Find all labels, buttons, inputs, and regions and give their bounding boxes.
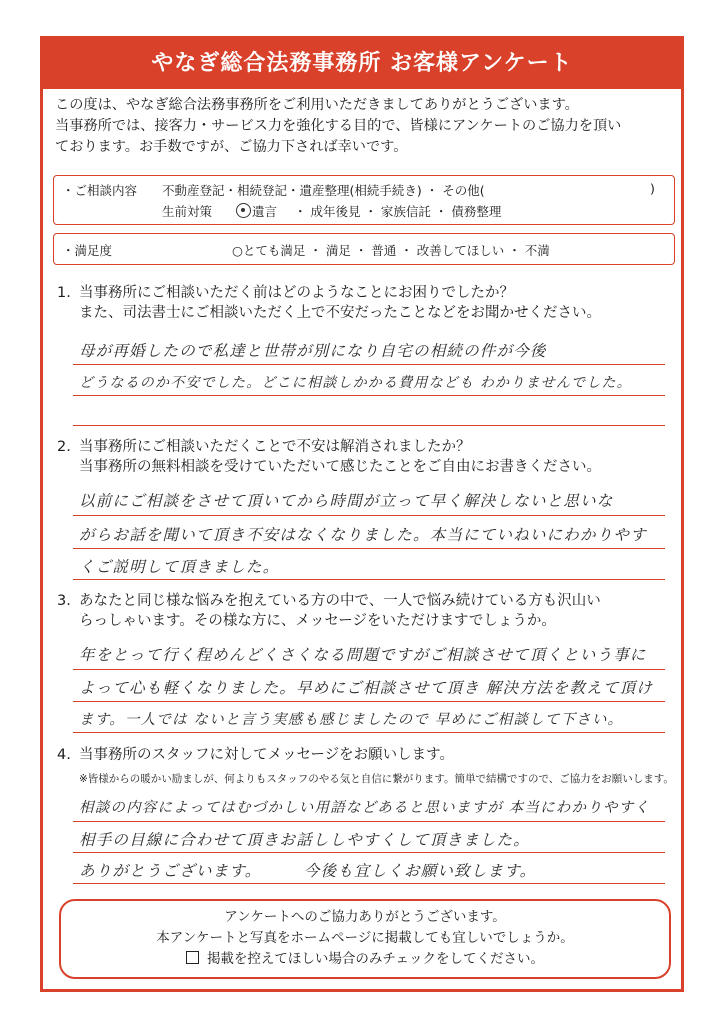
answer-line: どうなるのか不安でした。どこに相談しかかる費用なども わかりませんでした。 [79,375,632,391]
satisfaction-label: ・満足度 [62,243,113,258]
answer-rule [73,579,665,580]
answer-rule [73,669,665,670]
consultation-options-row2: ・ 成年後見 ・ 家族信託 ・ 債務整理 [294,204,502,219]
consultation-box [53,175,675,225]
consultation-other-close: ) [650,181,655,196]
selected-mark-icon [236,203,251,218]
answer-line: ありがとうございます。 今後も宜しくお願い致します。 [79,862,537,880]
footer-box [59,899,671,979]
question-text: また、司法書士にご相談いただく上で不安だったことなどをお聞かせください。 [79,305,601,321]
answer-line: くご説明して頂きました。 [79,558,280,576]
answer-line: ます。一人では ないと言う実感も感じましたので 早めにご相談して下さい。 [79,712,624,728]
answer-line: 相手の目線に合わせて頂きお話ししやすくして頂きました。 [79,831,530,849]
satisfaction-options: ○とても満足 ・ 満足 ・ 普通 ・ 改善してほしい ・ 不満 [232,243,550,258]
consultation-options-row1: 不動産登記・相続登記・遺産整理(相続手続き) ・ その他( [162,183,485,198]
footer-question: 本アンケートと写真をホームページに掲載しても宜しいでしょうか。 [156,930,574,946]
intro-line-2: 当事務所では、接客力・サービス力を強化する目的で、皆様にアンケートのご協力を頂い [55,118,622,134]
survey-sheet [40,36,684,992]
answer-rule [73,883,665,884]
question-text: 当事務所のスタッフに対してメッセージをお願いします。 [79,747,454,763]
answer-rule [73,364,665,365]
answer-line: 母が再婚したので私達と世帯が別になり自宅の相続の件が今後 [79,342,547,360]
publish-opt-out-checkbox[interactable] [186,951,199,964]
question-note: ※皆様からの暖かい励ましが、何よりもスタッフのやる気と自信に繋がります。簡単で結構ですので、ご協力をお願いします。 [79,773,674,785]
intro-text [55,95,675,158]
question-text: 当事務所の無料相談を受けていただいて感じたことをご自由にお書きください。 [79,459,601,475]
answer-line: 相談の内容によってはむづかしい用語などあると思いますが 本当にわかりやすく [79,800,651,816]
answer-rule [73,395,665,396]
consultation-label: ・ご相談内容 [62,183,138,198]
question-number: 2. [57,439,71,455]
question-2 [57,437,677,477]
answer-rule [73,548,665,549]
question-4 [57,745,677,765]
question-number: 3. [57,593,71,609]
answer-rule [73,852,665,853]
answer-line: がらお話を聞いて頂き不安はなくなりました。本当にていねいにわかりやす [79,526,647,544]
intro-line-3: ております。お手数ですが、ご協力下されば幸いです。 [55,139,408,155]
answer-line: 以前にご相談をさせて頂いてから時間が立って早く解決しないと思いな [79,492,614,510]
survey-title: やなぎ総合法務事務所 お客様アンケート [151,51,573,76]
question-text: 当事務所にご相談いただくことで不安は解消されましたか？ [79,439,471,455]
question-3 [57,591,677,631]
consultation-option-seizen: 生前対策 [162,204,213,219]
answer-rule [73,515,665,516]
answer-rule [73,425,665,426]
footer-opt-out-label: 掲載を控えてほしい場合のみチェックをしてください。 [206,951,545,967]
question-text: らっしゃいます。その様な方に、メッセージをいただけますでしょうか。 [79,613,556,629]
answer-rule [73,732,665,733]
answer-line: 年をとって行く程めんどくさくなる問題ですがご相談させて頂くという事に [79,646,647,664]
footer-thanks: アンケートへのご協力ありがとうございます。 [224,909,506,925]
question-number: 4. [57,747,71,763]
footer-opt-out [61,949,669,970]
question-1 [57,283,677,323]
answer-rule [73,701,665,702]
survey-title-banner [43,39,681,89]
answer-rule [73,821,665,822]
question-text: 当事務所にご相談いただく前はどのようなことにお困りでしたか？ [79,285,514,301]
satisfaction-box [53,233,675,265]
consultation-option-selected: 遺言 [252,204,278,219]
question-text: あなたと同じ様な悩みを抱えている方の中で、一人で悩み続けている方も沢山い [79,593,601,609]
question-number: 1. [57,285,71,301]
answer-line: よって心も軽くなりました。早めにご相談させて頂き 解決方法を教えて頂け [79,679,653,697]
intro-line-1: この度は、やなぎ総合法務事務所をご利用いただきましてありがとうございます。 [55,97,579,113]
